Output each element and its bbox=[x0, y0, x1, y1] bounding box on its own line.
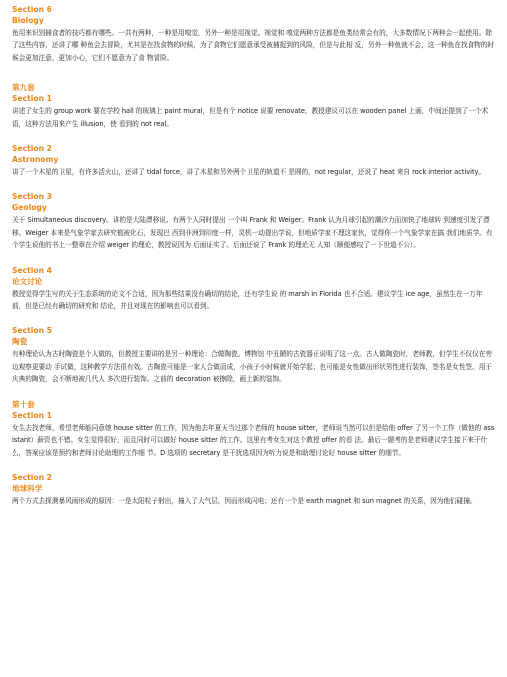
section-topic: 陶瓷 bbox=[12, 337, 28, 347]
section-label: Section 2 bbox=[12, 472, 52, 482]
section-2-earth-science bbox=[12, 472, 495, 507]
section-text: 教授觉得学生写的关于生态系统的论文不合适，因为那些结果没有确切的结论，还有学生说 的 marsh in Florida 也不合适。建议学生 ice age，虽然生在一万年前，但是已经有确切的研究和 结论，并且对现在的影响也可以看到。 bbox=[12, 289, 483, 311]
section-3-geology bbox=[12, 191, 495, 251]
section-label: Section 6 bbox=[12, 5, 52, 14]
spacer bbox=[12, 130, 495, 143]
spacer bbox=[12, 459, 495, 472]
section-label: Section 4 bbox=[12, 265, 52, 275]
section-6-biology bbox=[12, 4, 495, 64]
section-label: Section 2 bbox=[12, 144, 52, 154]
section-label: Section 1 bbox=[12, 410, 52, 420]
section-text: 鱼用来识别捕食者的技巧都有哪些。一共有两种，一种是用嗅觉，另外一种是用视觉。视觉和 嗅觉两种方法都是鱼类经常会有的，大多数情况下两种会一起使用。除了这些内容，还讲了哪 种鱼会去冒险，尤其是在找食物的时候，为了食物它们愿意承受被捕捉到的风险，但是与此相 反，另外一种鱼就不会，这一种鱼在找食物的时候会更加注意，更加小心，它们不愿意为了食 物冒险。 bbox=[12, 29, 495, 62]
section-text: 女生去找老师，希望老师能同意她 house sitter 的工作，因为他去年夏天当过那个老师的 house sitter，老师说当然可以但是给他 offer 了另一个工作（做他的 assistant）薪资也不错。女生觉得很好，而且同时可以做好 house sitter 的工作。这里有考女生对这个教授 offer 的看 法。最后一题考的是老师建议学生接下来干什么，答案应该是预约和老师讨论助理的工作细 节。D 选项的 secretary 是干扰选项因为听力说是和助理讨论好 house sitter 的细节。 bbox=[12, 423, 495, 457]
section-topic: 地球科学 bbox=[12, 483, 43, 493]
spacer bbox=[12, 64, 495, 82]
section-label: Section 3 bbox=[12, 192, 52, 202]
set-label: 第十套 bbox=[12, 399, 35, 409]
section-label: Section 5 bbox=[12, 326, 52, 336]
section-2-astronomy bbox=[12, 143, 495, 178]
spacer bbox=[12, 178, 495, 191]
spacer bbox=[12, 386, 495, 399]
set-9-section-1 bbox=[12, 82, 495, 130]
section-text: 有种理论认为古时陶瓷是个人做的，但教授主要讲的是另一种理论：合做陶瓷。博物馆 中丑陋的古瓷器正说明了这一点。古人做陶瓷时，老师教，但学生不仅仅在旁边观察更要动 手试做，这种教学方法很有效。古陶瓷可能是一家人合做而成，小孩子小时候就开始学起；也可能是女性做出形状男性进行装饰，签名是女性签。用于庆典的陶瓷，会不断地被几代人 多次进行装饰。之前的 decoration 被擦除，画上新的装饰。 bbox=[12, 350, 492, 384]
section-text: 讲述了女生的 group work 要在学校 hall 的玻璃上 paint mural，但是有个 notice 说要 renovate，教授建议可以在 wooden panel 上画，中间还提到了一个术语，这种方法用来产生 illusion，使 看到的 not real。 bbox=[12, 107, 489, 128]
section-5-ceramics bbox=[12, 325, 495, 385]
section-text: 讲了一个木星的卫星，有许多活火山，还讲了 tidal force，讲了木星和另外两个卫星的轨道不 是圆的，not regular，还说了 heat 来自 rock interior activity。 bbox=[12, 168, 486, 177]
section-4-thesis-discussion bbox=[12, 265, 495, 313]
section-topic: Geology bbox=[12, 203, 47, 213]
section-label: Section 1 bbox=[12, 94, 52, 104]
section-topic: Biology bbox=[12, 16, 44, 25]
set-label: 第九套 bbox=[12, 83, 35, 93]
spacer bbox=[12, 252, 495, 265]
section-topic: 论文讨论 bbox=[12, 276, 43, 286]
section-text: 关于 Simultaneous discovery。讲的是大陆漂移说。有两个人同时提出 一个叫 Frank 和 Weiger。Frank 认为月球引起的潮汐力而加快了地球转 到速度引发了漂移。Weiger 本来是气象学家去研究植被化石，发现巴 西到非洲到印度一样，灵机一动提出学说，但地质学家不理这家伙，觉得你一个气象学家在搞 我们地质学。有个学生说他的书上一整章在介绍 weiger 的理论，教授说因为 后面证实了。后面还说了 Frank 的理论无 人知（顺便感叹了一下世道不公）。 bbox=[12, 216, 493, 250]
section-topic: Astronomy bbox=[12, 155, 59, 165]
section-text: 两个方式去探测暴风雨形成的原因：一是太阳粒子射出，撞入了大气层，因而形成闪电；还有一个是 earth magnet 和 sun magnet 的关系，因为他们碰撞。 bbox=[12, 496, 477, 505]
set-10-section-1 bbox=[12, 399, 495, 459]
spacer bbox=[12, 312, 495, 325]
